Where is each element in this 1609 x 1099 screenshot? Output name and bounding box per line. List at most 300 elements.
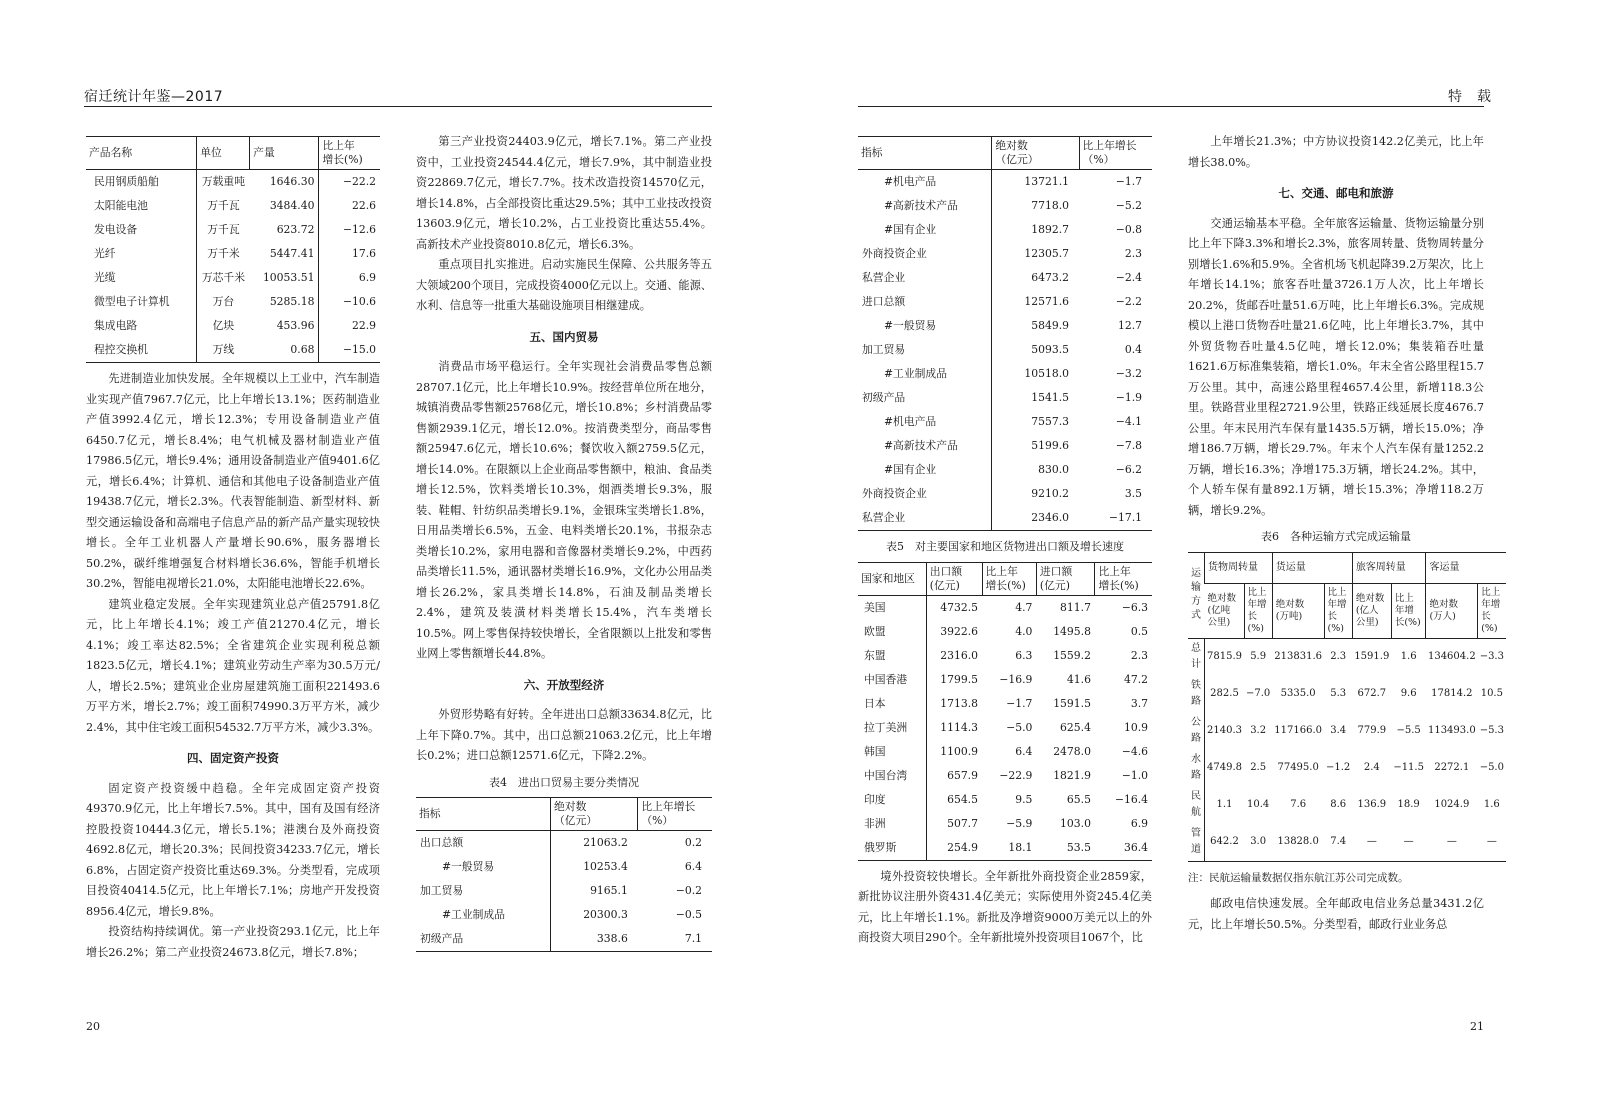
table-cell: 282.5: [1210, 688, 1239, 699]
table-cell: 21063.2: [550, 831, 637, 856]
table-cell: —: [1403, 836, 1414, 847]
sub-header: 比上 年增 长(%): [1244, 583, 1272, 638]
corner-header: 运 输 方 式: [1188, 552, 1205, 638]
table-cell: 5093.5: [992, 338, 1079, 362]
column-header: 比上年 增长(%): [982, 562, 1036, 595]
table-cell: −5.5: [1396, 725, 1421, 736]
table-cell: 22.6: [319, 194, 380, 218]
row-header: 管 道: [1188, 824, 1205, 862]
column-header: 指标: [858, 137, 992, 170]
table-cell: 中国香港: [864, 672, 908, 686]
table-cell: −5.0: [1479, 762, 1504, 773]
table-cell: 625.4: [1060, 720, 1091, 734]
table-cell: 2.3: [1330, 651, 1347, 662]
table-cell: 中国台湾: [864, 768, 908, 782]
table-row: [86, 194, 380, 218]
table-cell: 213831.6: [1274, 651, 1323, 662]
table-cell: 0.2: [684, 836, 702, 849]
table-cell: 1591.9: [1354, 651, 1390, 662]
table-row: [1188, 787, 1506, 824]
table-cell: 3.2: [1250, 725, 1267, 736]
table-cell: 欧盟: [864, 624, 886, 638]
table-cell: 7.4: [1330, 836, 1347, 847]
table-cell: 7718.0: [992, 194, 1079, 218]
table-cell: 出口总额: [420, 836, 464, 849]
table-cell: 779.9: [1357, 725, 1387, 736]
table-cell: 2346.0: [992, 506, 1079, 531]
table-cell: 6.9: [319, 266, 380, 290]
table-cell: 103.0: [1060, 816, 1091, 830]
table-cell: 0.4: [1124, 343, 1142, 356]
table-cell: 万千米: [197, 242, 250, 266]
table-cell: 5.3: [1330, 688, 1347, 699]
table-cell: 6.4: [1015, 744, 1033, 758]
table-cell: −1.7: [1006, 696, 1033, 710]
table-cell: #机电产品: [884, 415, 937, 428]
right-column-1: [858, 136, 1152, 949]
table-cell: 微型电子计算机: [94, 295, 170, 308]
table-cell: 印度: [864, 792, 886, 806]
table-cell: —: [1446, 836, 1457, 847]
right-page-number: 21: [1470, 1020, 1484, 1033]
table-cell: 811.7: [1060, 600, 1091, 614]
table-cell: 623.72: [276, 223, 315, 236]
table-cell: 12305.7: [992, 242, 1079, 266]
table-cell: 4749.8: [1207, 762, 1242, 773]
table-cell: 3922.6: [926, 620, 982, 644]
table-cell: 0.68: [290, 343, 315, 356]
group-header: 货物周转量: [1205, 552, 1273, 583]
table-cell: #国有企业: [884, 223, 937, 236]
left-page: [0, 0, 800, 1099]
table-cell: 13721.1: [992, 170, 1079, 195]
group-header: 客运量: [1426, 552, 1506, 583]
table-cell: 5849.9: [992, 314, 1079, 338]
table-cell: 私营企业: [862, 511, 906, 524]
table-cell: −11.5: [1393, 762, 1424, 773]
table-row: [858, 595, 1152, 620]
table-cell: −16.9: [999, 672, 1033, 686]
table-cell: 672.7: [1357, 688, 1387, 699]
table-row: [858, 506, 1152, 531]
group-header: 旅客周转量: [1352, 552, 1426, 583]
table-cell: 万线: [197, 338, 250, 363]
sub-header: 比上 年增 长(%): [1478, 583, 1506, 638]
column-header: 指标: [416, 798, 550, 831]
table-cell: 134604.2: [1427, 651, 1476, 662]
left-column-1: [86, 136, 380, 963]
table-cell: 254.9: [926, 836, 982, 861]
table-row: [858, 482, 1152, 506]
table-cell: 36.4: [1123, 840, 1148, 854]
table-row: [416, 855, 712, 879]
table-cell: 1541.5: [992, 386, 1079, 410]
table-cell: #国有企业: [884, 463, 937, 476]
left-page-number: 20: [86, 1020, 100, 1033]
table-cell: 1713.8: [926, 692, 982, 716]
table-cell: 6.4: [684, 860, 702, 873]
table-cell: −1.0: [1121, 768, 1148, 782]
transport-table: [1188, 552, 1506, 862]
table-row: [1188, 824, 1506, 862]
table-cell: 5447.41: [269, 247, 315, 260]
table-cell: 10518.0: [992, 362, 1079, 386]
table-row: [858, 194, 1152, 218]
table-cell: 加工贸易: [420, 884, 464, 897]
table-cell: 初级产品: [862, 391, 906, 404]
table-row: [858, 836, 1152, 861]
sub-header: 绝对数 (万人): [1426, 583, 1478, 638]
table-cell: 4732.5: [926, 595, 982, 620]
table-row: [86, 218, 380, 242]
table-cell: 6.3: [1015, 648, 1033, 662]
left-header-rule: [84, 106, 712, 107]
section-5-title: 五、国内贸易: [529, 329, 599, 344]
table-row: [1188, 750, 1506, 787]
table-row: [86, 314, 380, 338]
table-row: [416, 903, 712, 927]
table-cell: 7.6: [1290, 799, 1307, 810]
table-cell: 亿块: [197, 314, 250, 338]
sub-header: 绝对数 (亿人 公里): [1352, 583, 1391, 638]
table-row: [858, 788, 1152, 812]
table-cell: 韩国: [864, 744, 886, 758]
table-cell: #高新技术产品: [884, 439, 958, 452]
table-row: [416, 927, 712, 952]
group-header: 货运量: [1272, 552, 1352, 583]
paragraph: 外贸形势略有好转。全年进出口总额33634.8亿元，比上年下降0.7%。其中，出口总额21063.2亿元，比上年增长0.2%；进口总额12571.6亿元，下降2.2%。: [416, 708, 712, 762]
table-cell: 657.9: [926, 764, 982, 788]
table-row: [1188, 713, 1506, 750]
table-cell: 20300.3: [550, 903, 637, 927]
column-header: 单位: [197, 137, 250, 170]
table-row: [858, 314, 1152, 338]
paragraph: 境外投资较快增长。全年新批外商投资企业2859家，新批协议注册外资431.4亿美元；实际使用外资245.4亿美元，比上年增长1.1%。新批及净增资9000万美元以上的外商投资大项目290个。全年新批境外投资项目1067个，比: [858, 869, 1152, 944]
table-cell: 65.5: [1066, 792, 1091, 806]
table-cell: 1024.9: [1434, 799, 1470, 810]
table-cell: −1.2: [1326, 762, 1351, 773]
column-header: 国家和地区: [858, 562, 926, 595]
sub-header: 比上 年增 长(%): [1324, 583, 1352, 638]
paragraph: 先进制造业加快发展。全年规模以上工业中，汽车制造业实现产值7967.7亿元，比上年增长13.1%；医药制造业产值3992.4亿元，增长12.3%；专用设备制造业产值6450.7亿元，增长8.4%；电气机械及器材制造业产值17986.5亿元，增长9.4%；通用设备制造业产值9401.6亿元，增长6.4%；计算机、通信和其他电子设备制造业产值19438.7亿元，增长2.3%。代表智能制造、新型材料、新型交通运输设备和高端电子信息产品的新产品产量实现较快增长。全年工业机器人产量增长90.6%，服务器增长50.2%，碳纤维增强复合材料增长36.6%，智能手机增长30.2%，智能电视增长21.0%，太阳能电池增长22.6%。: [86, 372, 380, 590]
table-row: [858, 362, 1152, 386]
table-cell: 10.9: [1123, 720, 1148, 734]
table-cell: 2.4: [1363, 762, 1380, 773]
table-cell: −5.0: [1006, 720, 1033, 734]
table-cell: −1.7: [1115, 175, 1142, 188]
trade-table-part2: [858, 136, 1152, 531]
paragraph: 邮政电信快速发展。全年邮政电信业务总量3431.2亿元，比上年增长50.5%。分类型看，邮政行业业务总: [1188, 897, 1484, 931]
table-cell: −6.3: [1121, 600, 1148, 614]
table-cell: 7.1: [684, 932, 702, 945]
row-header: 铁 路: [1188, 676, 1205, 713]
table-cell: 12571.6: [992, 290, 1079, 314]
table-cell: 654.5: [926, 788, 982, 812]
table-cell: 9.5: [1015, 792, 1033, 806]
table-cell: 1.1: [1216, 799, 1233, 810]
table-cell: 53.5: [1066, 840, 1091, 854]
table-cell: 1821.9: [1053, 768, 1091, 782]
table-row: [858, 740, 1152, 764]
table-row: [858, 338, 1152, 362]
table-cell: 113493.0: [1427, 725, 1476, 736]
table-cell: −12.6: [319, 218, 380, 242]
table-cell: 光纤: [94, 247, 116, 260]
table-cell: 9165.1: [550, 879, 637, 903]
table-cell: 47.2: [1123, 672, 1148, 686]
table-row: [858, 458, 1152, 482]
table-cell: 5199.6: [992, 434, 1079, 458]
table-cell: 117166.0: [1274, 725, 1323, 736]
table-cell: 4.0: [1015, 624, 1033, 638]
table-row: [86, 338, 380, 363]
table-row: [858, 410, 1152, 434]
table-cell: −5.3: [1479, 725, 1504, 736]
row-header: 公 路: [1188, 713, 1205, 750]
column-header: 产量: [250, 137, 319, 170]
table-cell: 1799.5: [926, 668, 982, 692]
right-header-rule: [858, 106, 1484, 107]
table-5-caption: 表5 对主要国家和地区货物进出口额及增长速度: [886, 540, 1124, 553]
table-cell: 3.5: [1124, 487, 1142, 500]
table-row: [858, 218, 1152, 242]
table-row: [858, 386, 1152, 410]
table-cell: 6.9: [1130, 816, 1148, 830]
table-row: [858, 716, 1152, 740]
table-cell: 77495.0: [1277, 762, 1319, 773]
table-cell: −5.2: [1115, 199, 1142, 212]
table-cell: −4.6: [1121, 744, 1148, 758]
table-row: [858, 290, 1152, 314]
table-row: [416, 879, 712, 903]
table-cell: 41.6: [1066, 672, 1091, 686]
table-cell: 5.9: [1250, 651, 1267, 662]
table-row: [858, 620, 1152, 644]
column-header: 产品名称: [86, 137, 197, 170]
sub-header: 绝对数 (亿吨 公里): [1205, 583, 1245, 638]
table-cell: −0.8: [1115, 223, 1142, 236]
table-row: [86, 242, 380, 266]
table-cell: 5335.0: [1280, 688, 1316, 699]
table-cell: 1559.2: [1053, 648, 1091, 662]
table-cell: 万千瓦: [197, 218, 250, 242]
table-cell: 2140.3: [1207, 725, 1242, 736]
table-cell: 1591.5: [1053, 696, 1091, 710]
paragraph: 建筑业稳定发展。全年实现建筑业总产值25791.8亿元，比上年增长4.1%；竣工产值21270.4亿元，增长4.1%；竣工率达82.5%；全省建筑企业实现利税总额1823.5亿元，增长4.1%；建筑业劳动生产率为30.5万元/人，增长2.5%；建筑业企业房屋建筑施工面积221493.6万平方米，增长2.7%；竣工面积74990.3万平方米，减少2.4%，其中住宅竣工面积54532.7万平方米，减少3.3%。: [86, 597, 380, 734]
table-row: [86, 170, 380, 195]
paragraph: 交通运输基本平稳。全年旅客运输量、货物运输量分别比上年下降3.3%和增长2.3%，旅客周转量、货物周转量分别增长1.6%和5.9%。全省机场飞机起降39.2万架次，比上年增长14.1%；旅客吞吐量3726.1万人次，比上年增长20.2%，货邮吞吐量51.6万吨，比上年增长6.3%。完成规模以上港口货物吞吐量21.6亿吨，比上年增长3.7%，其中外贸货物吞吐量4.5亿吨，增长12.0%；集装箱吞吐量1621.6万标准集装箱，增长1.0%。年末全省公路里程15.7万公里。其中，高速公路里程4657.4公里，新增118.3公里。铁路营业里程2721.9公里，铁路正线延展长度4676.7公里。年末民用汽车保有量1435.5万辆，增长15.0%；净增186.7万辆，增长29.7%。年末个人汽车保有量1252.2万辆，增长16.3%；净增175.3万辆，增长24.2%。其中，个人轿车保有量892.1万辆，增长15.3%；净增118.2万辆，增长9.2%。: [1188, 216, 1484, 517]
table-cell: 10253.4: [550, 855, 637, 879]
table-cell: −7.8: [1115, 439, 1142, 452]
table-cell: #工业制成品: [442, 908, 506, 921]
table-cell: 1100.9: [926, 740, 982, 764]
table-cell: −10.6: [319, 290, 380, 314]
table-cell: #高新技术产品: [884, 199, 958, 212]
table-cell: 10.5: [1480, 688, 1503, 699]
country-trade-table: [858, 562, 1152, 861]
table-cell: 程控交换机: [94, 343, 148, 356]
table-row: [858, 764, 1152, 788]
table-row: [86, 290, 380, 314]
table-cell: −15.0: [319, 338, 380, 363]
sub-header: 比上 年增 长(%): [1391, 583, 1426, 638]
table-cell: 1114.3: [926, 716, 982, 740]
table-cell: −3.2: [1115, 367, 1142, 380]
table-cell: 外商投资企业: [862, 247, 927, 260]
table-cell: 俄罗斯: [864, 840, 897, 854]
left-column-2: [416, 132, 712, 952]
table-cell: 3484.40: [269, 199, 315, 212]
table-6-caption: 表6 各种运输方式完成运输量: [1261, 530, 1411, 543]
row-header: 民 航: [1188, 787, 1205, 824]
table-cell: 发电设备: [94, 223, 138, 236]
table-cell: −0.5: [675, 908, 702, 921]
table-cell: 2.3: [1130, 648, 1148, 662]
table-cell: 外商投资企业: [862, 487, 927, 500]
table-cell: −6.2: [1115, 463, 1142, 476]
table-cell: −2.2: [1115, 295, 1142, 308]
table-cell: #机电产品: [884, 175, 937, 188]
table-row: [858, 242, 1152, 266]
table-cell: 2.3: [1124, 247, 1142, 260]
table-cell: 642.2: [1210, 836, 1239, 847]
table-cell: −7.0: [1246, 688, 1271, 699]
table-cell: 13828.0: [1277, 836, 1319, 847]
table-cell: 拉丁美洲: [864, 720, 908, 734]
table-cell: 17814.2: [1431, 688, 1473, 699]
table-cell: 2.5: [1250, 762, 1267, 773]
table-cell: 338.6: [550, 927, 637, 952]
table-cell: 万台: [197, 290, 250, 314]
table-cell: 1495.8: [1053, 624, 1091, 638]
paragraph: 固定资产投资缓中趋稳。全年完成固定资产投资49370.9亿元，比上年增长7.5%。其中，国有及国有经济控股投资10444.3亿元，增长5.1%；港澳台及外商投资4692.8亿元，增长20.3%；民间投资34233.7亿元，增长6.8%，占固定资产投资比重达69.3%。分类型看，完成项目投资40414.5亿元，比上年增长7.1%；房地产开发投资8956.4亿元，增长9.8%。: [86, 781, 380, 918]
table-row: [1188, 676, 1506, 713]
column-header: 比上年 增长(%): [319, 137, 380, 170]
table-cell: 万千瓦: [197, 194, 250, 218]
table-cell: 集成电路: [94, 319, 138, 332]
table-cell: −0.2: [675, 884, 702, 897]
table-cell: 2316.0: [926, 644, 982, 668]
table-row: [858, 434, 1152, 458]
table-cell: 万芯千米: [197, 266, 250, 290]
table-row: [858, 812, 1152, 836]
table-row: [858, 692, 1152, 716]
table-row: [858, 266, 1152, 290]
trade-table-part1: [416, 797, 712, 952]
table-cell: 2272.1: [1434, 762, 1470, 773]
right-running-header: 特 载: [1448, 89, 1492, 105]
paragraph: 上年增长21.3%；中方协议投资142.2亿美元，比上年增长38.0%。: [1188, 135, 1484, 169]
table-cell: 2478.0: [1053, 744, 1091, 758]
paragraph: 消费品市场平稳运行。全年实现社会消费品零售总额28707.1亿元，比上年增长10.9%。按经营单位所在地分，城镇消费品零售额25768亿元，增长10.8%；乡村消费品零售额2939.1亿元，增长12.0%。按消费类型分，商品零售额25947.6亿元，增长10.6%；餐饮收入额2759.5亿元，增长14.0%。在限额以上企业商品零售额中，粮油、食品类增长12.5%，饮料类增长10.3%，烟酒类增长9.3%，服装、鞋帽、针纺织品类增长9.1%，金银珠宝类增长1.8%，日用品类增长6.5%，五金、电料类增长20.1%，书报杂志类增长10.2%，家用电器和音像器材类增长9.2%，中西药品类增长11.5%，通讯器材类增长16.9%，文化办公用品类增长26.2%，家具类增长14.8%，石油及制品类增长2.4%，建筑及装潢材料类增长15.4%，汽车类增长10.5%。网上零售保持较快增长，全省限额以上批发和零售业网上零售额增长44.8%。: [416, 360, 712, 660]
table-cell: −4.1: [1115, 415, 1142, 428]
table-cell: 453.96: [276, 319, 315, 332]
table-cell: −22.9: [999, 768, 1033, 782]
table-row: [858, 170, 1152, 195]
table-cell: 7557.3: [992, 410, 1079, 434]
table-cell: 非洲: [864, 816, 886, 830]
table-cell: —: [1486, 836, 1497, 847]
table-cell: 3.4: [1330, 725, 1347, 736]
right-page: [800, 0, 1609, 1099]
paragraph: 重点项目扎实推进。启动实施民生保障、公共服务等五大领域200个项目，完成投资4000亿元以上。交通、能源、水利、信息等一批重大基础设施项目相继建成。: [416, 258, 712, 312]
table-cell: 6473.2: [992, 266, 1079, 290]
table-cell: 光缆: [94, 271, 116, 284]
column-header: 进口额 (亿元): [1036, 562, 1095, 595]
table-cell: #一般贸易: [884, 319, 937, 332]
table-cell: 18.9: [1397, 799, 1420, 810]
table-cell: −17.1: [1108, 511, 1142, 524]
table-4-caption: 表4 进出口贸易主要分类情况: [489, 775, 639, 789]
table-cell: 东盟: [864, 648, 886, 662]
table-cell: 1.6: [1400, 651, 1417, 662]
row-header: 总 计: [1188, 638, 1205, 676]
table-cell: 1.6: [1483, 799, 1500, 810]
table-row: [858, 644, 1152, 668]
table-cell: 10053.51: [262, 271, 315, 284]
table-cell: 5285.18: [269, 295, 315, 308]
column-header: 出口额 (亿元): [926, 562, 982, 595]
table-cell: 0.5: [1130, 624, 1148, 638]
table-cell: 3.7: [1130, 696, 1148, 710]
table-cell: 4.7: [1015, 600, 1033, 614]
table-cell: 830.0: [992, 458, 1079, 482]
column-header: 绝对数 （亿元）: [992, 137, 1079, 170]
section-6-title: 六、开放型经济: [523, 677, 605, 692]
table-row: [1188, 638, 1506, 676]
table-cell: 22.9: [319, 314, 380, 338]
table-cell: 18.1: [1008, 840, 1033, 854]
table-cell: −22.2: [319, 170, 380, 195]
table-cell: −5.9: [1006, 816, 1033, 830]
column-header: 比上年增长 （%）: [1079, 137, 1152, 170]
table-cell: 136.9: [1357, 799, 1387, 810]
table-cell: 17.6: [319, 242, 380, 266]
table-cell: —: [1366, 836, 1377, 847]
table-6-note: 注：民航运输量数据仅指东航江苏公司完成数。: [1188, 871, 1409, 884]
table-cell: 民用钢质船舶: [94, 175, 159, 188]
paragraph: 第三产业投资24403.9亿元，增长7.1%。第二产业投资中，工业投资24544.4亿元，增长7.9%，其中制造业投资22869.7亿元，增长7.7%。技术改造投资14570亿元，增长14.8%，占全部投资比重达29.5%；其中工业技改投资13603.9亿元，增长10.2%，占工业投资比重达55.4%。高新技术产业投资8010.8亿元，增长6.3%。: [416, 135, 712, 251]
table-row: [86, 266, 380, 290]
table-cell: #工业制成品: [884, 367, 948, 380]
table-cell: 太阳能电池: [94, 199, 148, 212]
sub-header: 绝对数 (万吨): [1272, 583, 1324, 638]
table-cell: 9.6: [1400, 688, 1417, 699]
table-cell: #一般贸易: [442, 860, 495, 873]
table-cell: −2.4: [1115, 271, 1142, 284]
table-cell: −16.4: [1114, 792, 1148, 806]
product-output-table: [86, 136, 380, 363]
table-cell: −3.3: [1479, 651, 1504, 662]
table-cell: 10.4: [1247, 799, 1270, 810]
table-cell: 日本: [864, 696, 886, 710]
table-cell: 加工贸易: [862, 343, 906, 356]
table-cell: 9210.2: [992, 482, 1079, 506]
table-cell: 初级产品: [420, 932, 464, 945]
section-7-title: 七、交通、邮电和旅游: [1278, 186, 1394, 200]
table-cell: 1892.7: [992, 218, 1079, 242]
table-cell: 3.0: [1250, 836, 1267, 847]
table-cell: 8.6: [1330, 799, 1347, 810]
table-row: [858, 668, 1152, 692]
left-running-header: 宿迁统计年鉴—2017: [84, 89, 224, 105]
right-column-2: [1188, 132, 1504, 935]
table-cell: 7815.9: [1207, 651, 1242, 662]
table-cell: 507.7: [926, 812, 982, 836]
section-4-title: 四、固定资产投资: [187, 751, 279, 765]
table-cell: 12.7: [1117, 319, 1142, 332]
table-cell: 1646.30: [269, 175, 315, 188]
